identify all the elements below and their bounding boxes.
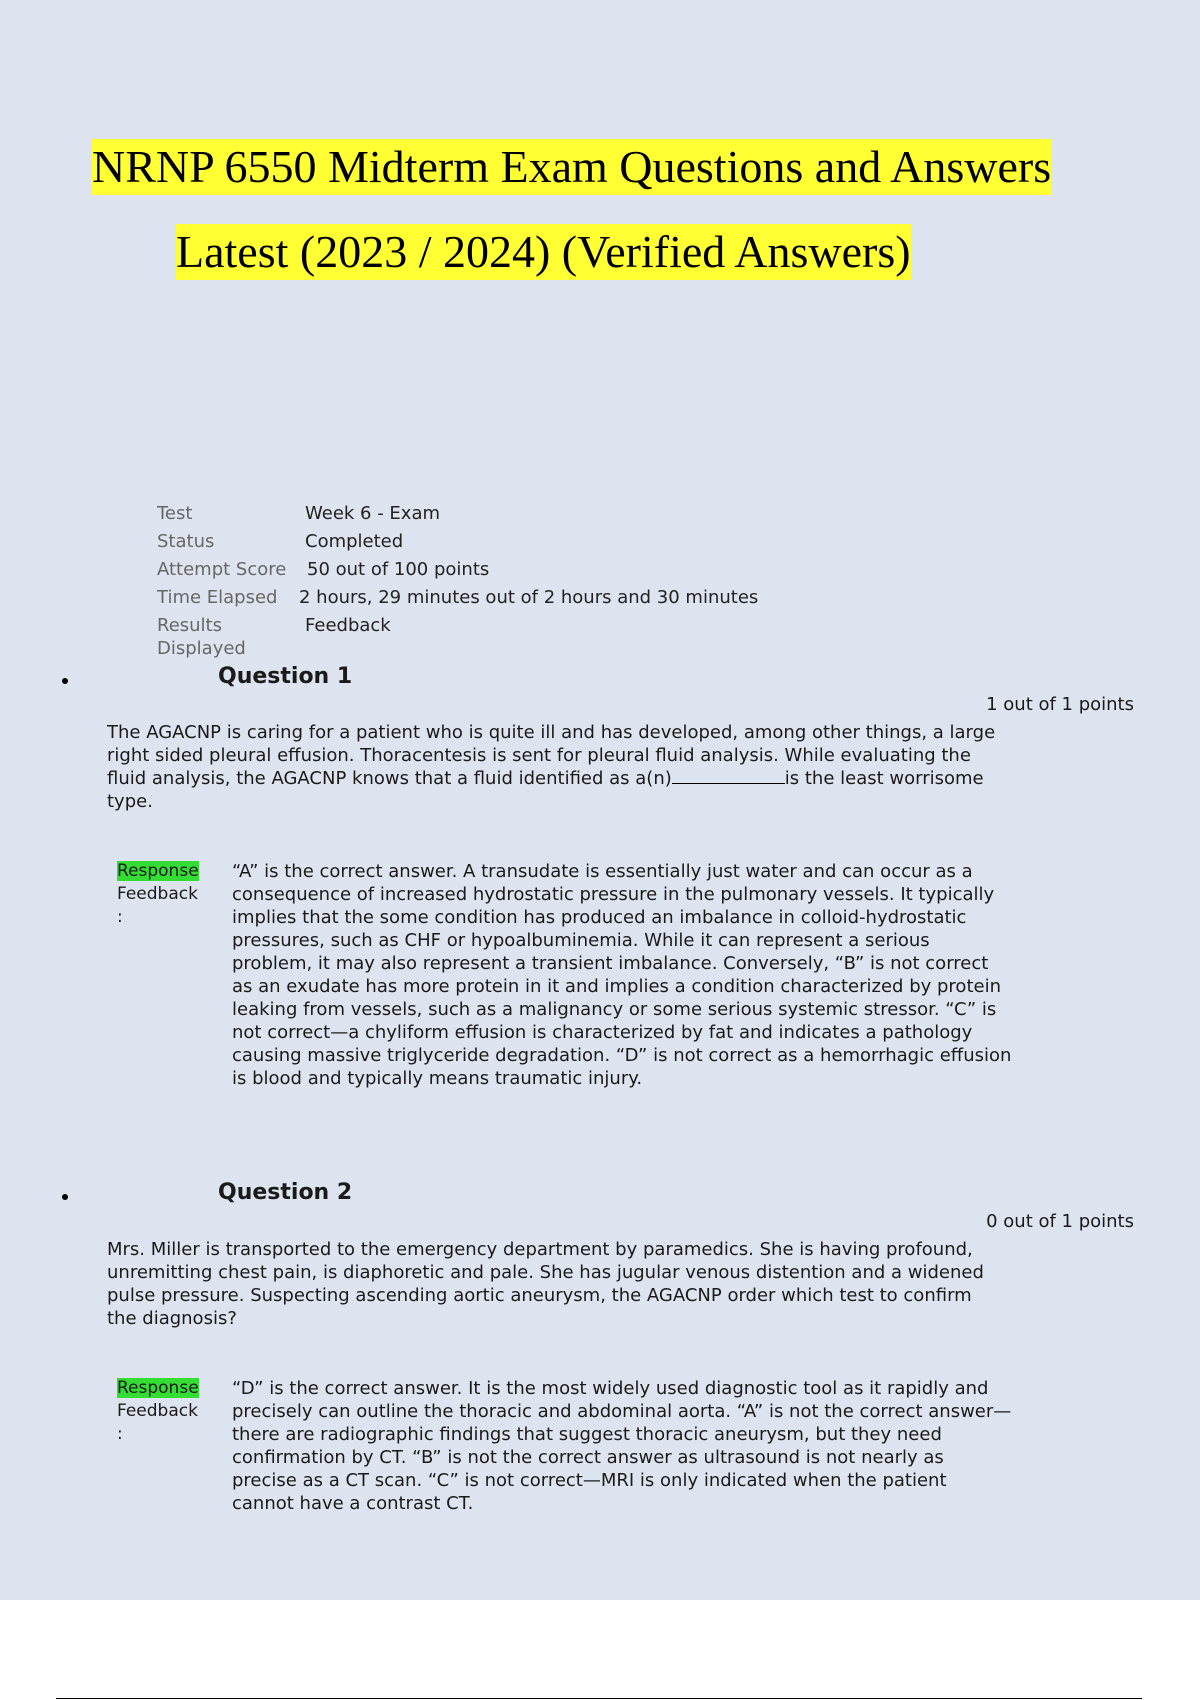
feedback-colon: : — [117, 907, 123, 927]
response-highlight: Response — [117, 861, 199, 881]
question-2-title: Question 2 — [218, 1180, 353, 1205]
question-2-feedback-label — [117, 1377, 199, 1446]
bullet-point — [62, 678, 68, 684]
question-1-text — [107, 721, 1002, 813]
info-label: Results Displayed — [157, 615, 246, 659]
feedback-word: Feedback — [117, 884, 198, 904]
info-label: Time Elapsed — [157, 587, 278, 608]
question-1-text-end: is the least worrisome type. — [107, 768, 984, 812]
question-1-title: Question 1 — [218, 664, 353, 689]
info-value: Completed — [305, 531, 404, 552]
bullet-point — [62, 1194, 68, 1200]
info-value: Feedback — [305, 615, 391, 636]
info-value: 2 hours, 29 minutes out of 2 hours and 30 minutes — [299, 587, 759, 608]
info-label: Attempt Score — [157, 559, 287, 580]
question-1-points: 1 out of 1 points — [986, 694, 1134, 715]
document-title-line-2: Latest (2023 / 2024) (Verified Answers) — [176, 224, 911, 280]
info-label: Status — [157, 531, 215, 552]
question-2-feedback: “D” is the correct answer. It is the most widely used diagnostic tool as it rapidly and precisely can outline the thoracic and abdominal aorta. “A” is not the correct answer—there are radiographic findings that suggest thoracic aneurysm, but they need confirmation by CT. “B” is not the correct answer as ultrasound is not nearly as precise as a CT scan. “C” is not correct—MRI is only indicated when the patient cannot have a contrast CT. — [232, 1378, 1012, 1514]
info-label: Test — [157, 503, 193, 524]
question-2-points: 0 out of 1 points — [986, 1211, 1134, 1232]
info-value: 50 out of 100 points — [307, 559, 490, 580]
question-1-feedback: “A” is the correct answer. A transudate is essentially just water and can occur as a consequence of increased hydrostatic pressure in the pulmonary vessels. It typically implies that the some condition has produced an imbalance in colloid-hydrostatic pressures, such as CHF or hypoalbuminemia. While it can represent a serious problem, it may also represent a transient imbalance. Conversely, “B” is not correct as an exudate has more protein in it and implies a condition characterized by protein leaking from vessels, such as a malignancy or some serious systemic stressor. “C” is not correct—a chyliform effusion is characterized by fat and indicates a pathology causing massive triglyceride degradation. “D” is not correct as a hemorrhagic effusion is blood and typically means traumatic injury. — [232, 861, 1012, 1089]
feedback-word: Feedback — [117, 1401, 198, 1421]
feedback-colon: : — [117, 1424, 123, 1444]
question-1-text-start: The AGACNP is caring for a patient who is quite ill and has developed, among other things, a large right sided pleural effusion. Thoracentesis is sent for pleural fluid analysis. While evaluating the fluid analysis, the AGACNP knows that a fluid identified as a(n) — [107, 722, 996, 789]
footer-divider — [56, 1698, 1142, 1699]
info-value: Week 6 - Exam — [305, 503, 441, 524]
answer-blank — [672, 767, 785, 784]
question-2-text: Mrs. Miller is transported to the emergency department by paramedics. She is having profound, unremitting chest pain, is diaphoretic and pale. She has jugular venous distention and a widened pulse pressure. Suspecting ascending aortic aneurysm, the AGACNP order which test to confirm the diagnosis? — [107, 1239, 984, 1329]
question-1-feedback-label — [117, 860, 199, 929]
document-title-line-1: NRNP 6550 Midterm Exam Questions and Answers — [92, 139, 1051, 195]
response-highlight: Response — [117, 1378, 199, 1398]
